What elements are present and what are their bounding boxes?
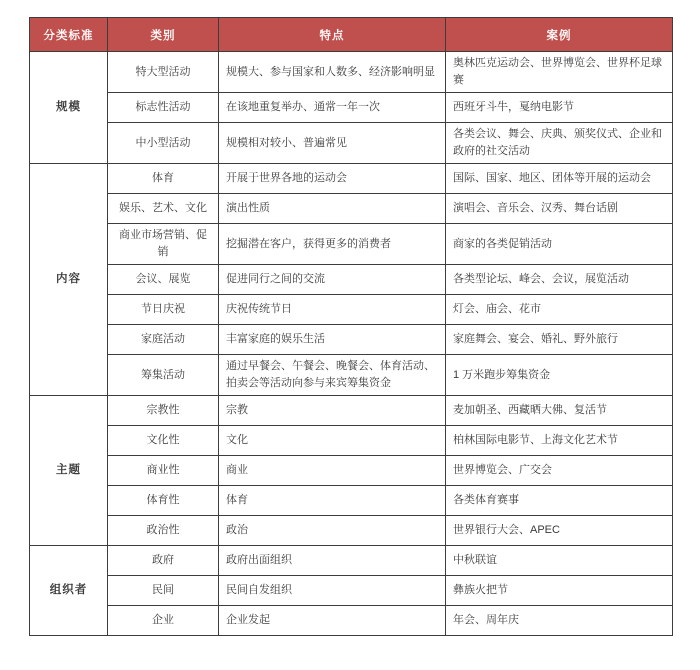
category-cell: 政府 [108,546,219,576]
feature-cell: 丰富家庭的娱乐生活 [219,325,446,355]
table-row [30,546,673,576]
category-cell: 体育 [108,164,219,194]
example-cell: 各类型论坛、峰会、会议，展览活动 [446,265,673,295]
table-row [30,396,673,426]
example-cell: 家庭舞会、宴会、婚礼、野外旅行 [446,325,673,355]
group-label-cell: 内容 [30,164,108,396]
header-row [30,18,673,52]
example-cell: 国际、国家、地区、团体等开展的运动会 [446,164,673,194]
example-cell: 中秋联谊 [446,546,673,576]
example-cell: 西班牙斗牛，戛纳电影节 [446,93,673,123]
category-cell: 筹集活动 [108,355,219,396]
table-row [30,325,673,355]
table-body [30,52,673,636]
table-row [30,52,673,93]
feature-cell: 文化 [219,426,446,456]
example-cell: 各类会议、舞会、庆典、颁奖仪式、企业和政府的社交活动 [446,123,673,164]
feature-cell: 庆祝传统节日 [219,295,446,325]
category-cell: 宗教性 [108,396,219,426]
feature-cell: 民间自发组织 [219,576,446,606]
group-label-cell: 组织者 [30,546,108,636]
feature-cell: 体育 [219,486,446,516]
example-cell: 麦加朝圣、西藏晒大佛、复活节 [446,396,673,426]
feature-cell: 开展于世界各地的运动会 [219,164,446,194]
table-row [30,224,673,265]
example-cell: 商家的各类促销活动 [446,224,673,265]
feature-cell: 促进同行之间的交流 [219,265,446,295]
feature-cell: 在该地重复举办、通常一年一次 [219,93,446,123]
feature-cell: 宗教 [219,396,446,426]
feature-cell: 规模相对较小、普遍常见 [219,123,446,164]
category-cell: 体育性 [108,486,219,516]
example-cell: 各类体育赛事 [446,486,673,516]
table-row [30,426,673,456]
header-cell-0: 分类标准 [30,18,108,52]
header-cell-1: 类别 [108,18,219,52]
example-cell: 彝族火把节 [446,576,673,606]
category-cell: 家庭活动 [108,325,219,355]
event-classification-table [29,17,673,636]
example-cell: 1 万米跑步筹集资金 [446,355,673,396]
category-cell: 娱乐、艺术、文化 [108,194,219,224]
header-cell-3: 案例 [446,18,673,52]
example-cell: 年会、周年庆 [446,606,673,636]
category-cell: 商业市场营销、促销 [108,224,219,265]
category-cell: 标志性活动 [108,93,219,123]
category-cell: 民间 [108,576,219,606]
table-row [30,516,673,546]
example-cell: 世界博览会、广交会 [446,456,673,486]
feature-cell: 挖掘潜在客户，获得更多的消费者 [219,224,446,265]
example-cell: 灯会、庙会、花市 [446,295,673,325]
group-label-cell: 规模 [30,52,108,164]
category-cell: 中小型活动 [108,123,219,164]
table-row [30,164,673,194]
example-cell: 柏林国际电影节、上海文化艺术节 [446,426,673,456]
table-row [30,576,673,606]
table-row [30,123,673,164]
table-row [30,194,673,224]
example-cell: 奥林匹克运动会、世界博览会、世界杯足球赛 [446,52,673,93]
table-row [30,456,673,486]
category-cell: 节日庆祝 [108,295,219,325]
table-row [30,486,673,516]
example-cell: 世界银行大会、APEC [446,516,673,546]
table-row [30,265,673,295]
feature-cell: 政府出面组织 [219,546,446,576]
category-cell: 会议、展览 [108,265,219,295]
feature-cell: 通过早餐会、午餐会、晚餐会、体育活动、拍卖会等活动向参与来宾筹集资金 [219,355,446,396]
category-cell: 企业 [108,606,219,636]
table-row [30,93,673,123]
category-cell: 文化性 [108,426,219,456]
table-row [30,295,673,325]
category-cell: 特大型活动 [108,52,219,93]
example-cell: 演唱会、音乐会、汉秀、舞台话剧 [446,194,673,224]
header-cell-2: 特点 [219,18,446,52]
table-row [30,355,673,396]
feature-cell: 企业发起 [219,606,446,636]
category-cell: 商业性 [108,456,219,486]
feature-cell: 商业 [219,456,446,486]
feature-cell: 政治 [219,516,446,546]
category-cell: 政治性 [108,516,219,546]
feature-cell: 演出性质 [219,194,446,224]
group-label-cell: 主题 [30,396,108,546]
feature-cell: 规模大、参与国家和人数多、经济影响明显 [219,52,446,93]
table-row [30,606,673,636]
